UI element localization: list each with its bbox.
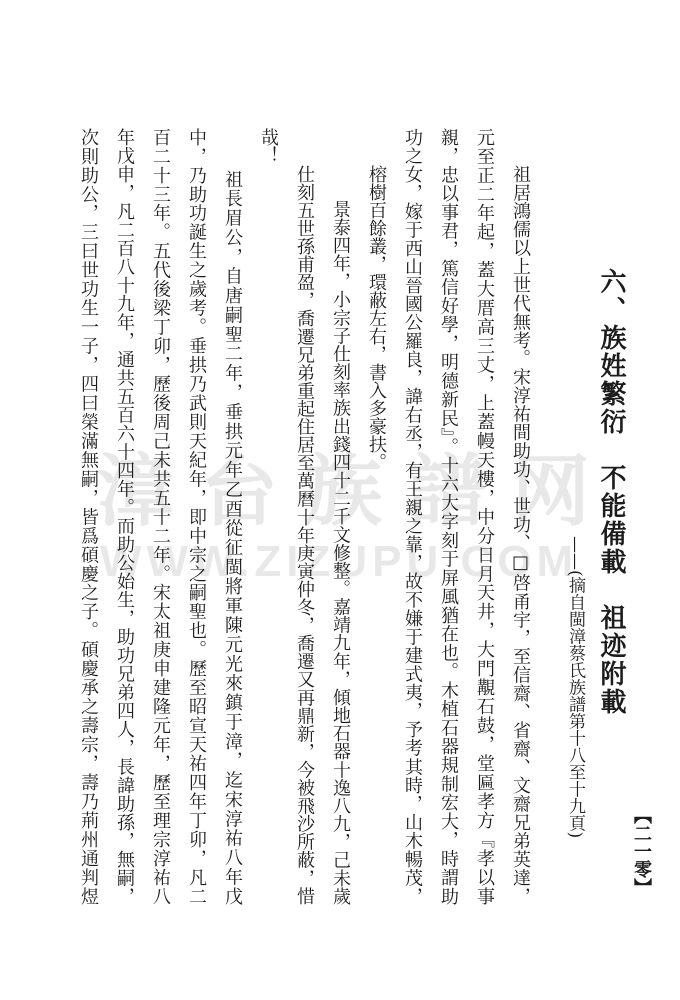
- text-column-2: 元至正二年起，蓋大厝高三丈，上蓋幔天樓，中分日月天井，大門覯石鼓，堂匾孝方『孝以事: [474, 128, 495, 905]
- text-column-3: 親，忠以事君，篤信好學，明德新民』。十六大字刻于屏風猶在也。木植石器規制宏大，時謂助: [438, 128, 459, 905]
- source-note: ——(摘自閩漳蔡氏族譜第十八至十九頁): [565, 536, 585, 839]
- text-column-11: 百二十三年。五代後梁丁卯，歷後周己未共五十二年。宋太祖庚申建隆元年，歷至理宗淳祐八: [150, 128, 171, 905]
- text-column-8: 哉！: [258, 128, 279, 164]
- text-column-10: 中，乃助功誕生之歲考。垂拱乃武則天紀年，即中宗之嗣聖也。歷至昭宣天祐四年丁卯，凡二: [186, 128, 207, 905]
- watermark-site-url: WWW.ZIZUPU.COM: [100, 537, 579, 586]
- section-title: 六、族姓繁衍 不能備載 祖迹附載: [596, 268, 626, 716]
- watermark-site-name: 漳台族譜网: [96, 447, 617, 537]
- text-column-7: 仕刻五世孫甫盈，喬遷兄弟重起住居至萬曆十年庚寅仲冬，喬遷又再鼎新，今被飛沙所蔽，惜: [294, 165, 315, 905]
- text-column-1: 祖居鴻儒以上世代無考。宋淳祐間助功、世功、□啓甬宇，至信齋、省齋、文齋兄弟英達，: [510, 165, 531, 905]
- text-column-13: 次則助公，三曰世功生一子，四曰榮滿無嗣，皆爲碩慶之子。碩慶承之壽宗，壽乃荊州通判煜: [78, 128, 99, 905]
- text-column-12: 年戊申，凡二百八十九年，通共五百六十四年。而助公始生，助功兄弟四人，長諱助孫，無嗣，: [114, 128, 135, 905]
- text-column-6: 景泰四年，小宗子仕刻率族出錢四十二千文修整。嘉靖九年，傾地石器十逸八九，己未歲: [330, 200, 351, 905]
- text-column-9: 祖長眉公，自唐嗣聖二年，垂拱元年乙酉從征閩將軍陳元光來鎮于漳，迄宋淳祐八年戊: [222, 170, 243, 905]
- text-column-4: 功之女，嫁于西山晉國公羅良，諱右丞，有王親之靠，故不嫌于建式夷，予考其時，山木暢茂，: [402, 128, 423, 905]
- page-number: 【二一零】: [631, 806, 652, 896]
- text-column-5: 榕樹百餘叢，環蔽左右，書入多豪扶。: [366, 165, 387, 471]
